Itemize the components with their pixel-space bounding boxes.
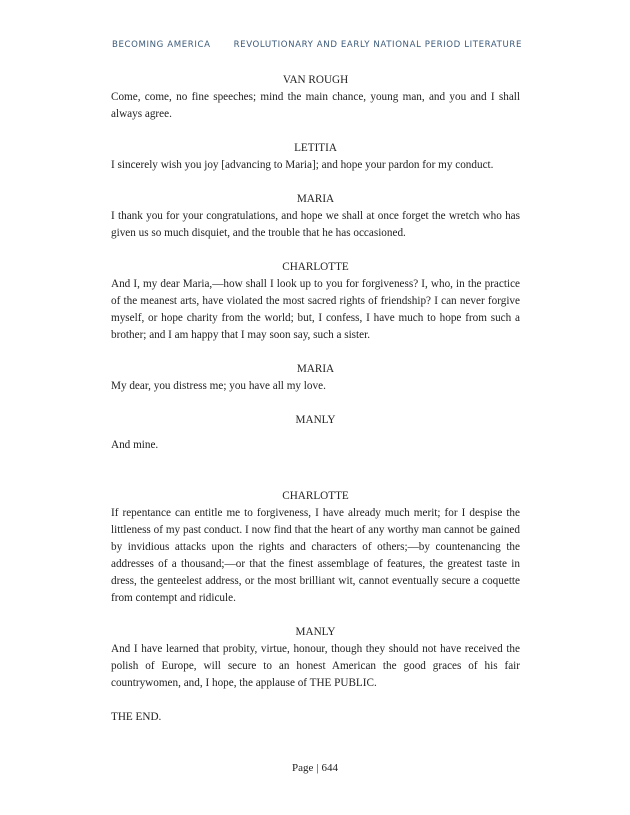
speech-text: Come, come, no fine speeches; mind the main chance, young man, and you and I shall always agree. [111,91,520,120]
page-number: 644 [321,762,339,774]
speaker-name: CHARLOTTE [282,490,349,502]
page-separator: | [316,762,319,774]
speech-text: I thank you for your congratulations, and hope we shall at once forget the wretch who has given us so much disquiet, and the trouble that he has occasioned. [111,210,520,239]
speaker-name: MARIA [296,193,335,205]
speaker-name: LETITIA [294,142,337,154]
the-end-text: THE END. [111,711,162,723]
speaker-name: CHARLOTTE [282,261,349,273]
page-footer [0,762,630,774]
speech-text: And I have learned that probity, virtue, honour, though they should not have received the polish of Europe, will secure to an honest American the good graces of his fair countrywomen, and, I hope, the applause of THE PUBLIC. [111,643,520,689]
speaker-name: MANLY [295,414,336,426]
speaker-name: MARIA [296,363,335,375]
speaker-name: VAN ROUGH [282,74,349,86]
header-section-title: REVOLUTIONARY AND EARLY NATIONAL PERIOD LITERATURE [233,40,522,50]
speech-text: My dear, you distress me; you have all my love. [111,380,326,392]
play-text [111,72,520,726]
speech-text: I sincerely wish you joy [advancing to Maria]; and hope your pardon for my conduct. [111,159,494,171]
speech-text: And I, my dear Maria,—how shall I look up to you for forgiveness? I, who, in the practice of the meanest arts, have violated the most sacred rights of friendship? I can never forgive myself, or hope charity from the world; but, I confess, I have much to hope from such a brother; and I am happy that I may soon say, such a sister. [111,278,520,341]
page-label: Page [291,762,314,774]
header-book-title: BECOMING AMERICA [112,40,211,50]
running-header [112,40,522,50]
speaker-name: MANLY [295,626,336,638]
speech-text: And mine. [111,439,159,451]
speech-text: If repentance can entitle me to forgiveness, I have already much merit; for I despise the littleness of my past conduct. I now find that the heart of any worthy man cannot be gained by invidious attacks upon the rights and characters of others;—by countenancing the addresses of a thousand;—or that the finest assemblage of features, the greatest taste in dress, the genteelest address, or the most brilliant wit, cannot eventually secure a coquette from contempt and ridicule. [111,507,520,604]
